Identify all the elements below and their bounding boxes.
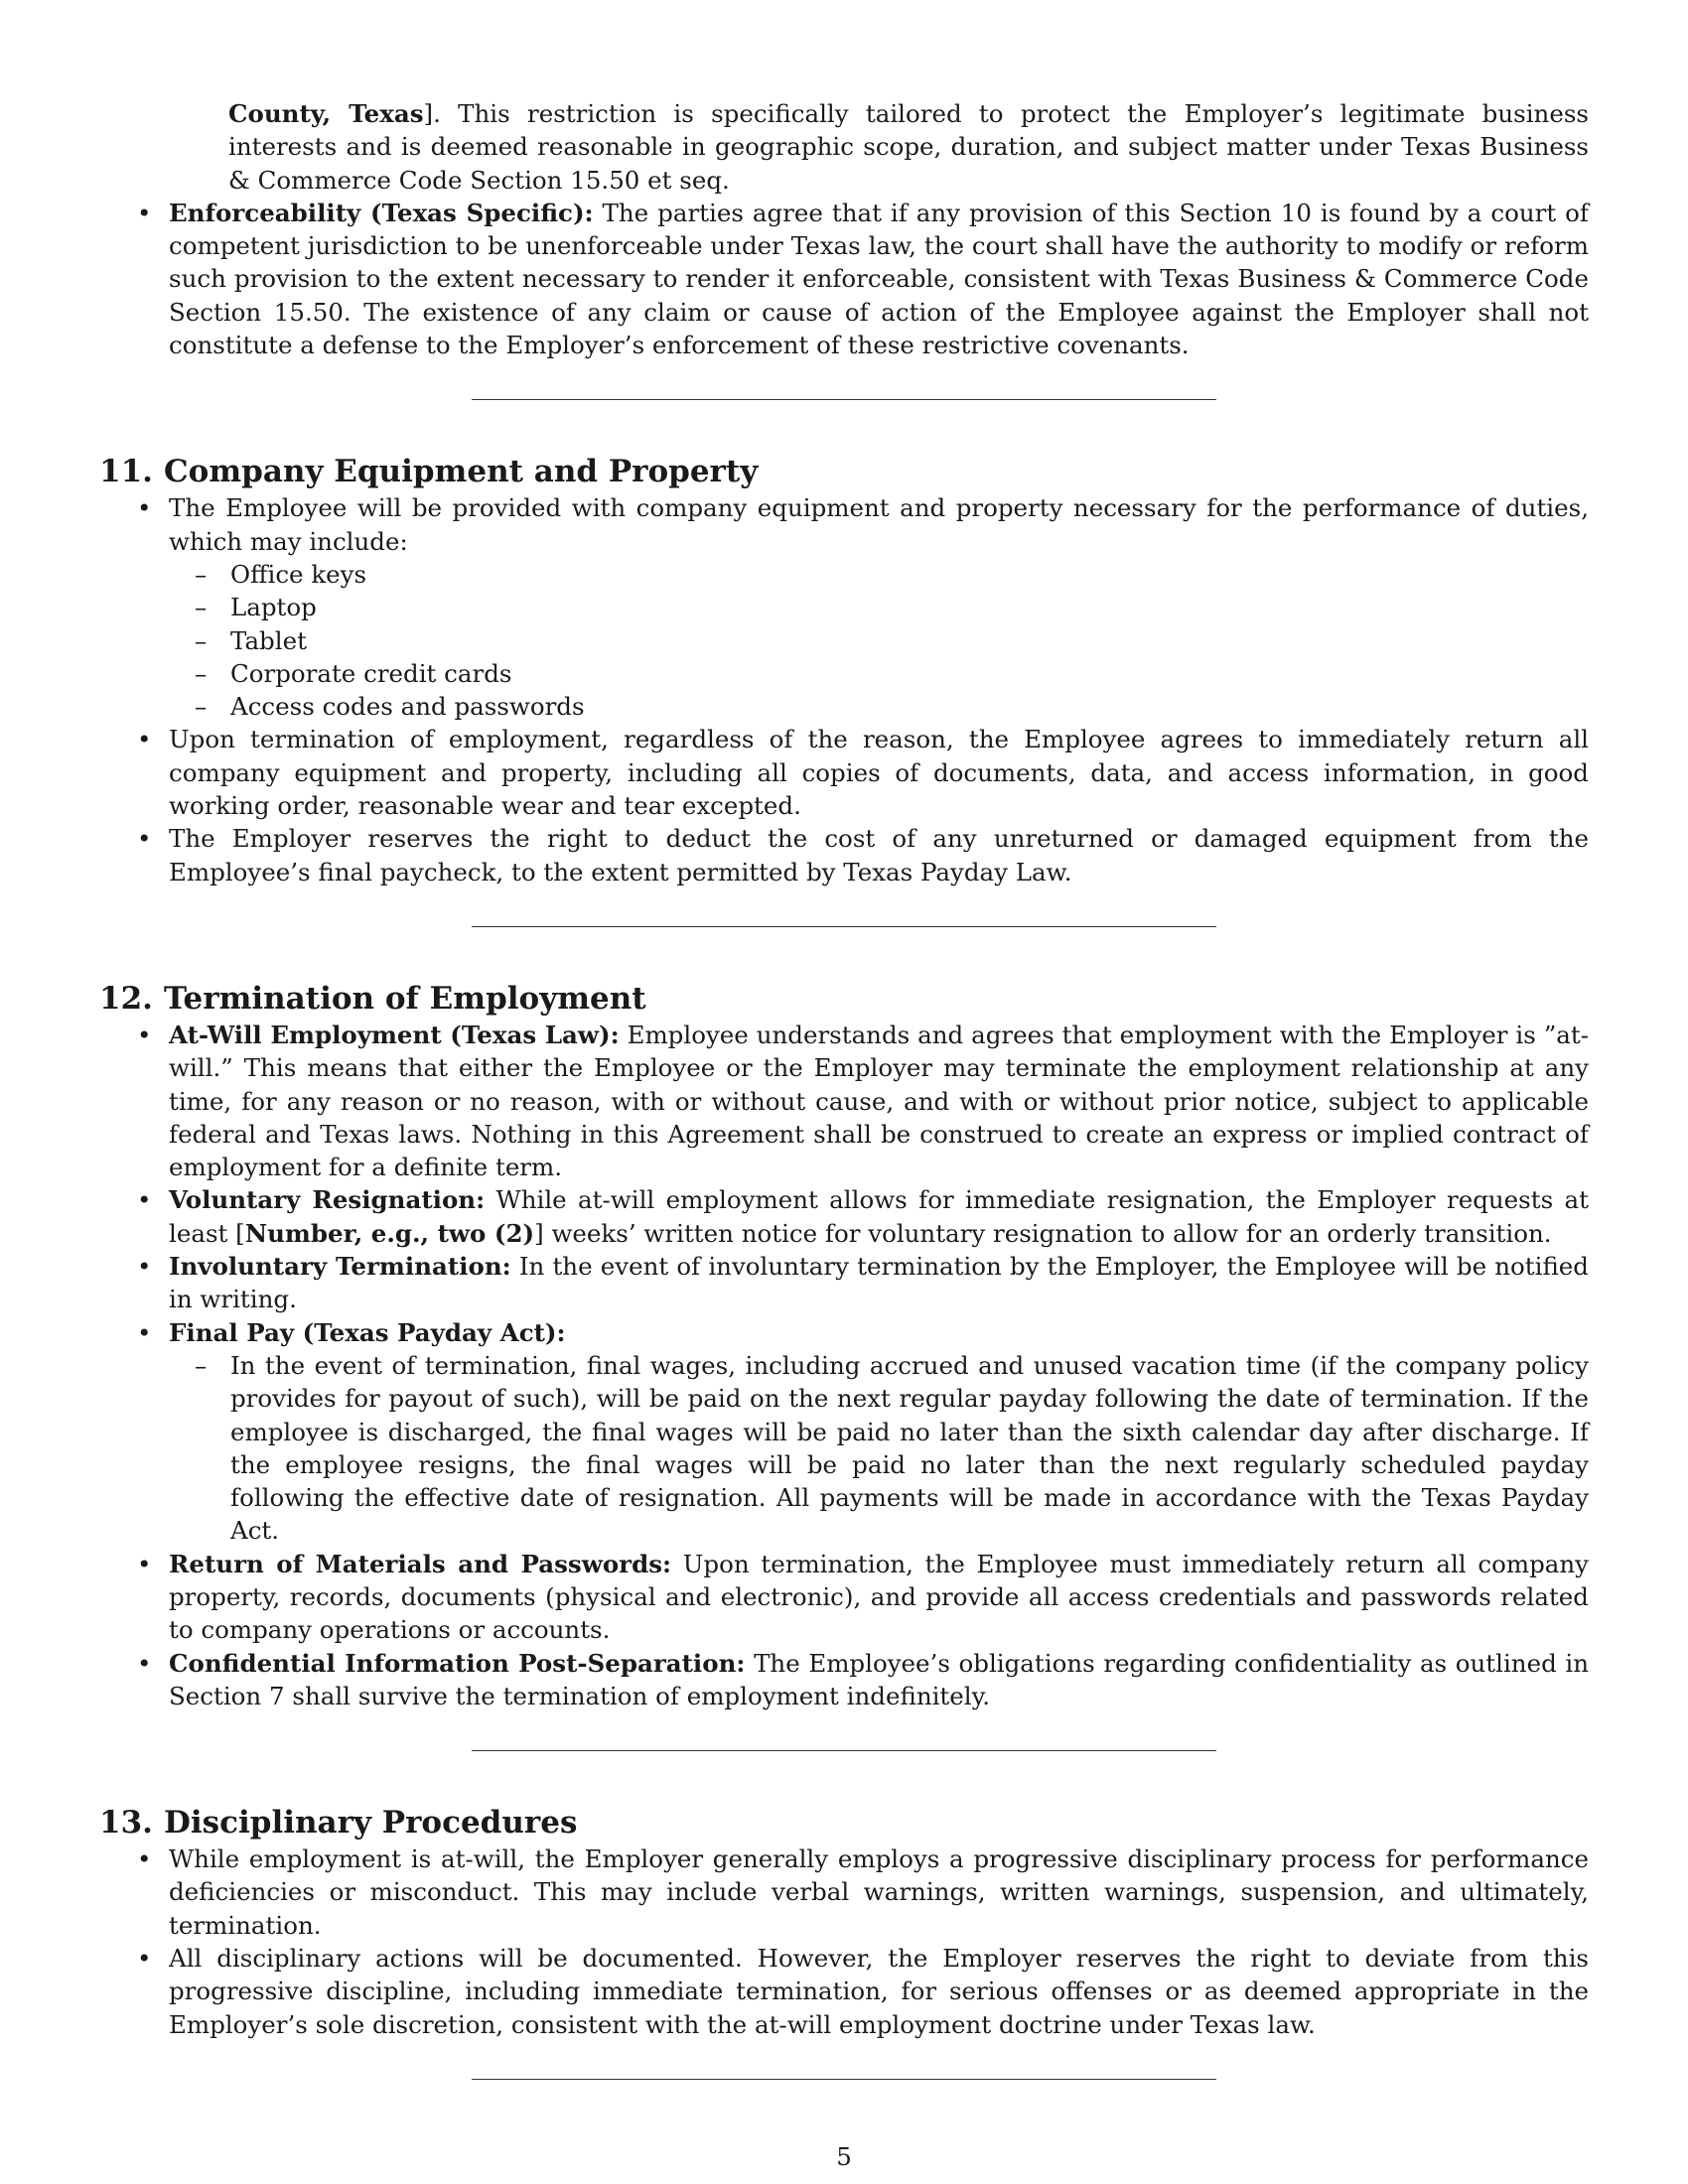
final-pay-item: – In the event of termination, final wages, including accrued and unused vacation time (if the company policy provides for payout of such), will be paid on the next regular payday following the date of termination. If the employee is discharged, the final wages will be paid no later than the sixth calendar day after discharge. If the employee resigns, the final wages will be paid no later than the next regularly scheduled payday following the effective date of resignation. All payments will be made in accordance with the Texas Payday Act.	[195, 1350, 1589, 1546]
section-12-heading: 12. Termination of Employment	[99, 980, 646, 1017]
section-divider	[472, 2079, 1216, 2080]
list-item: • Final Pay (Texas Payday Act): – In the event of termination, final wages, including accrued and unused vacation time (if the company policy provides for payout of such), will be paid on the next regular payday following the date of termination. If the employee is discharged, the final wages will be paid no later than the sixth calendar day after discharge. If the employee resigns, the final wages will be paid no later than the next regularly scheduled payday following the effective date of resignation. All payments will be made in accordance with the Texas Payday Act.	[99, 1316, 1589, 1548]
list-item: • While employment is at-will, the Employer generally employs a progressive disciplinary process for performance deficiencies or misconduct. This may include verbal warnings, written warnings, suspension, and ultimately, termination.	[137, 1844, 1589, 1940]
equipment-item: – Access codes and passwords	[195, 692, 585, 722]
list-item: • At-Will Employment (Texas Law): Employee understands and agrees that employment with the Employer is ”at-will.” This means that either the Employee or the Employer may terminate the employment relationship at any time, for any reason or no reason, with or without cause, and with or without prior notice, subject to applicable federal and Texas laws. Nothing in this Agreement shall be construed to create an express or implied contract of employment for a definite term.	[137, 1020, 1589, 1182]
list-item: • Return of Materials and Passwords: Upon termination, the Employee must immediately return all company property, records, documents (physical and electronic), and provide all access credentials and passwords related to company operations or accounts.	[137, 1549, 1589, 1645]
list-item: • Involuntary Termination: In the event of involuntary termination by the Employer, the Employee will be notified in writing.	[137, 1252, 1589, 1314]
list-item: • The Employer reserves the right to deduct the cost of any unreturned or damaged equipment from the Employee’s final paycheck, to the extent permitted by Texas Payday Law.	[137, 824, 1589, 887]
document-page	[99, 97, 1589, 2080]
county-placeholder: County, Texas	[228, 99, 424, 128]
section-13-heading: 13. Disciplinary Procedures	[99, 1805, 578, 1842]
list-item: • The Employee will be provided with company equipment and property necessary for the performance of duties, which may include: – Office keys – Laptop – Tablet – Corporate credit cards – Access codes and passwords	[99, 491, 1589, 723]
list-item: • Voluntary Resignation: While at-will employment allows for immediate resignation, the Employer requests at least [Number, e.g., two (2)] weeks’ written notice for voluntary resignation to allow for an orderly transition.	[137, 1185, 1589, 1248]
page-number: 5	[836, 2142, 852, 2171]
list-item: • Confidential Information Post-Separation: The Employee’s obligations regarding confidentiality as outlined in Section 7 shall survive the termination of employment indefinitely.	[137, 1648, 1589, 1710]
equipment-item: – Corporate credit cards	[195, 658, 512, 688]
equipment-item: – Office keys	[195, 559, 367, 589]
list-item: • Upon termination of employment, regardless of the reason, the Employee agrees to immediately return all company equipment and property, including all copies of documents, data, and access information, in good working order, reasonable wear and tear excepted.	[137, 725, 1589, 821]
section-13-list	[99, 1843, 1589, 2041]
section-divider	[472, 1750, 1216, 1751]
equipment-item: – Laptop	[195, 593, 317, 622]
final-pay-list	[169, 1349, 1589, 1548]
section-11-list	[99, 491, 1589, 888]
section-divider	[472, 399, 1216, 400]
equipment-list	[169, 558, 1589, 723]
section10-bullet-list	[99, 197, 1589, 361]
list-item: • Enforceability (Texas Specific): The parties agree that if any provision of this Section 10 is found by a court of competent jurisdiction to be unenforceable under Texas law, the court shall have the authority to modify or reform such provision to the extent necessary to render it enforceable, consistent with Texas Business & Commerce Code Section 15.50. The existence of any claim or cause of action of the Employee against the Employer shall not constitute a defense to the Employer’s enforcement of these restrictive covenants.	[137, 198, 1589, 360]
equipment-item: – Tablet	[195, 625, 307, 655]
list-item: • All disciplinary actions will be documented. However, the Employer reserves the right to deviate from this progressive discipline, including immediate termination, for serious offenses or as deemed appropriate in the Employer’s sole discretion, consistent with the at-will employment doctrine under Texas law.	[137, 1944, 1589, 2039]
section10-continuation: County, Texas]. This restriction is specifically tailored to protect the Employer’s legitimate business interests and is deemed reasonable in geographic scope, duration, and subject matter under Texas Business & Commerce Code Section 15.50 et seq.	[228, 99, 1589, 195]
section-divider	[472, 926, 1216, 927]
section-11-heading: 11. Company Equipment and Property	[99, 454, 759, 490]
section-12-list	[99, 1019, 1589, 1712]
